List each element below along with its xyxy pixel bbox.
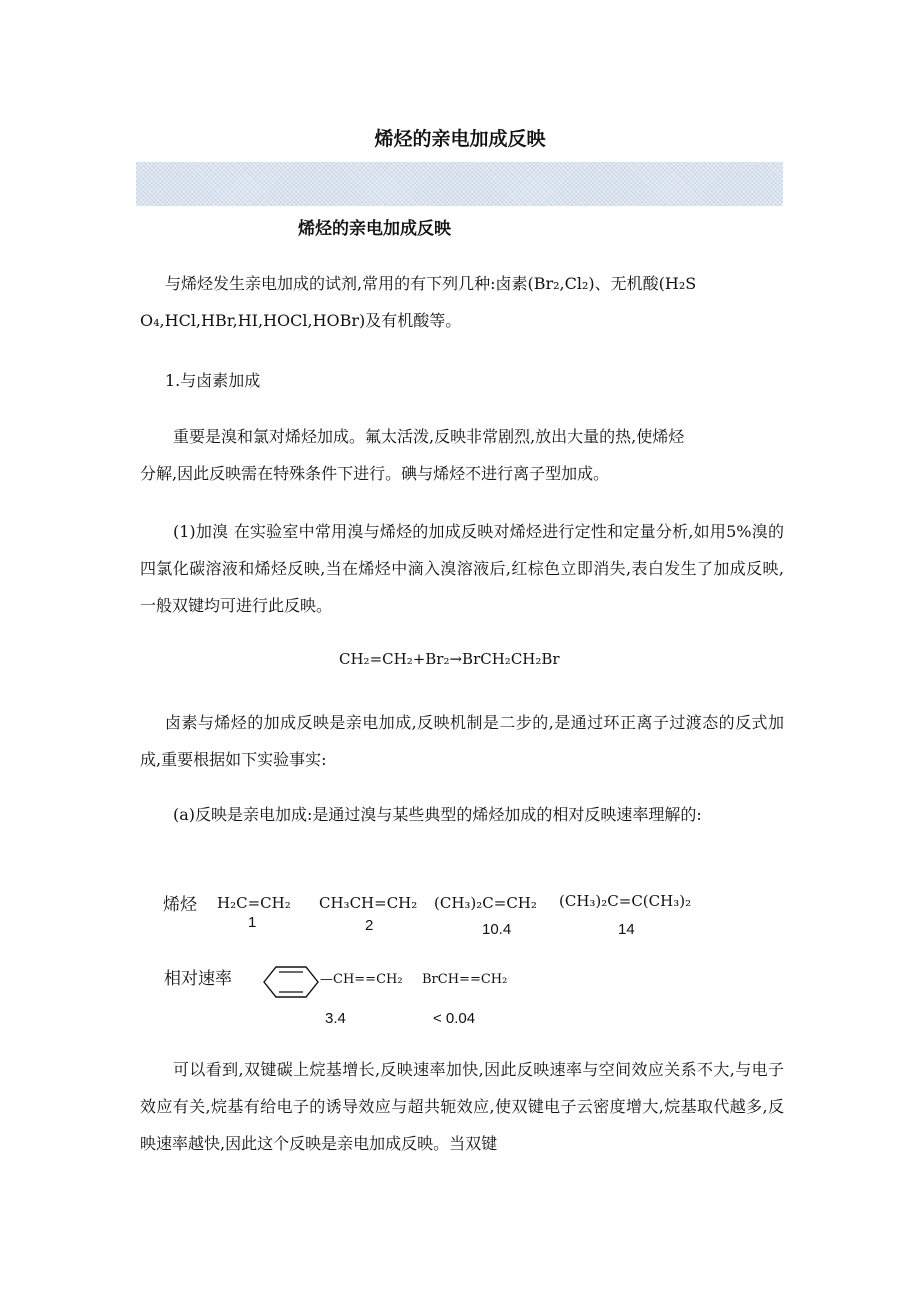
- section-subtitle: 烯烃的亲电加成反映: [298, 219, 451, 239]
- decorative-band: [136, 162, 783, 206]
- reaction-equation: CH₂=CH₂+Br₂→BrCH₂CH₂Br: [339, 650, 560, 668]
- paragraph-reagents-line2: O₄,HCl,HBr,HI,HOCl,HOBr)及有机酸等。: [140, 311, 462, 330]
- compound-formula: (CH₃)₂C=CH₂: [434, 894, 537, 912]
- compound-formula: BrCH==CH₂: [422, 972, 508, 987]
- rate-value: 14: [618, 921, 635, 938]
- compound-formula: (CH₃)₂C=C(CH₃)₂: [559, 892, 692, 910]
- rate-value: < 0.04: [433, 1010, 476, 1027]
- document-title: 烯烃的亲电加成反映: [374, 128, 546, 150]
- rate-value: 3.4: [325, 1010, 346, 1027]
- benzene-ring-icon: [254, 962, 328, 1002]
- paragraph-electrophilic: (a)反映是亲电加成:是通过溴与某些典型的烯烃加成的相对反映速率理解的:: [173, 805, 702, 824]
- paragraph-halogen-line2: 分解,因此反映需在特殊条件下进行。碘与烯烃不进行离子型加成。: [140, 464, 610, 483]
- heading-halogen-addition: 1.与卤素加成: [165, 371, 261, 390]
- rate-value: 10.4: [482, 921, 512, 938]
- rate-value: 2: [365, 917, 374, 934]
- rate-value: 1: [248, 914, 257, 931]
- paragraph-bromination: (1)加溴 在实验室中常用溴与烯烃的加成反映对烯烃进行定性和定量分析,如用5%溴的四氯化碳溶液和烯烃反映,当在烯烃中滴入溴溶液后,红棕色立即消失,表白发生了加成反映,一般双键均可进行此反映。: [140, 522, 784, 615]
- paragraph-reagents-line1: 与烯烃发生亲电加成的试剂,常用的有下列几种:卤素(Br₂,Cl₂)、无机酸(H₂S: [165, 274, 697, 293]
- row-label-alkene: 烯烃: [163, 895, 197, 915]
- paragraph-halogen-line1: 重要是溴和氯对烯烃加成。氟太活泼,反映非常剧烈,放出大量的热,使烯烃: [173, 427, 685, 446]
- compound-formula: —CH==CH₂: [320, 972, 403, 987]
- paragraph-conclusion: 可以看到,双键碳上烷基增长,反映速率加快,因此反映速率与空间效应关系不大,与电子效应有关,烷基有给电子的诱导效应与超共轭效应,使双键电子云密度增大,烷基取代越多,反映速率越快,因此这个反映是亲电加成反映。当双键: [140, 1060, 784, 1153]
- row-label-relative-rate: 相对速率: [164, 969, 232, 989]
- paragraph-mechanism: 卤素与烯烃的加成反映是亲电加成,反映机制是二步的,是通过环正离子过渡态的反式加成,重要根据如下实验事实:: [140, 713, 784, 769]
- relative-rate-figure: [140, 878, 740, 1038]
- compound-formula: H₂C=CH₂: [217, 894, 291, 912]
- compound-formula: CH₃CH=CH₂: [319, 894, 418, 912]
